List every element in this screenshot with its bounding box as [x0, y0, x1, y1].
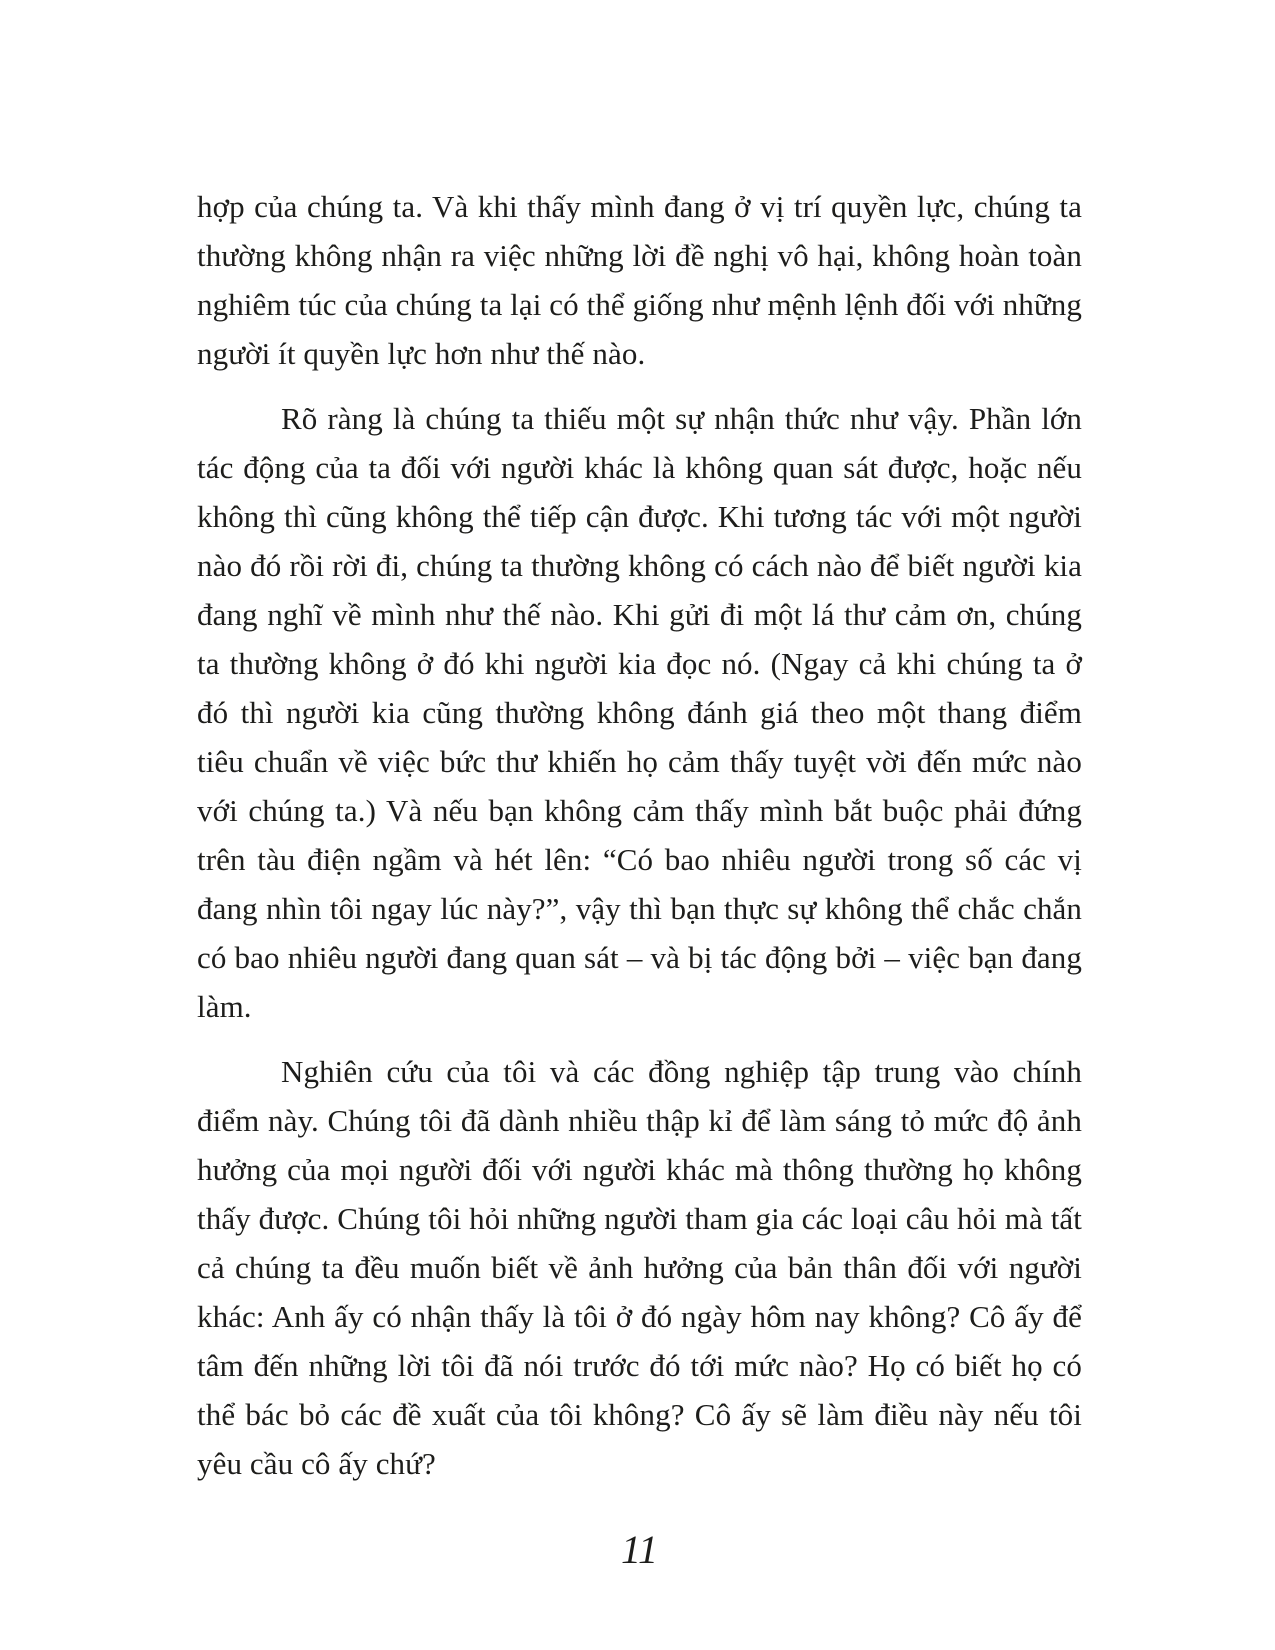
- paragraph: Nghiên cứu của tôi và các đồng nghiệp tập trung vào chính điểm này. Chúng tôi đã dành nhiều thập kỉ để làm sáng tỏ mức độ ảnh hưởng của mọi người đối với người khác mà thông thường họ không thấy được. Chúng tôi hỏi những người tham gia các loại câu hỏi mà tất cả chúng ta đều muốn biết về ảnh hưởng của bản thân đối với người khác: Anh ấy có nhận thấy là tôi ở đó ngày hôm nay không? Cô ấy để tâm đến những lời tôi đã nói trước đó tới mức nào? Họ có biết họ có thể bác bỏ các đề xuất của tôi không? Cô ấy sẽ làm điều này nếu tôi yêu cầu cô ấy chứ?: [197, 1054, 1082, 1481]
- body-text-block: [197, 182, 1082, 1488]
- paragraph-continuation: hợp của chúng ta. Và khi thấy mình đang ở vị trí quyền lực, chúng ta thường không nhận ra việc những lời đề nghị vô hại, không hoàn toàn nghiêm túc của chúng ta lại có thể giống như mệnh lệnh đối với những người ít quyền lực hơn như thế nào.: [197, 189, 1083, 371]
- page-number: 11: [620, 1527, 659, 1572]
- paragraph: Rõ ràng là chúng ta thiếu một sự nhận thức như vậy. Phần lớn tác động của ta đối với người khác là không quan sát được, hoặc nếu không thì cũng không thể tiếp cận được. Khi tương tác với một người nào đó rồi rời đi, chúng ta thường không có cách nào để biết người kia đang nghĩ về mình như thế nào. Khi gửi đi một lá thư cảm ơn, chúng ta thường không ở đó khi người kia đọc nó. (Ngay cả khi chúng ta ở đó thì người kia cũng thường không đánh giá theo một thang điểm tiêu chuẩn về việc bức thư khiến họ cảm thấy tuyệt vời đến mức nào với chúng ta.) Và nếu bạn không cảm thấy mình bắt buộc phải đứng trên tàu điện ngầm và hét lên: “Có bao nhiêu người trong số các vị đang nhìn tôi ngay lúc này?”, vậy thì bạn thực sự không thể chắc chắn có bao nhiêu người đang quan sát – và bị tác động bởi – việc bạn đang làm.: [197, 401, 1082, 1024]
